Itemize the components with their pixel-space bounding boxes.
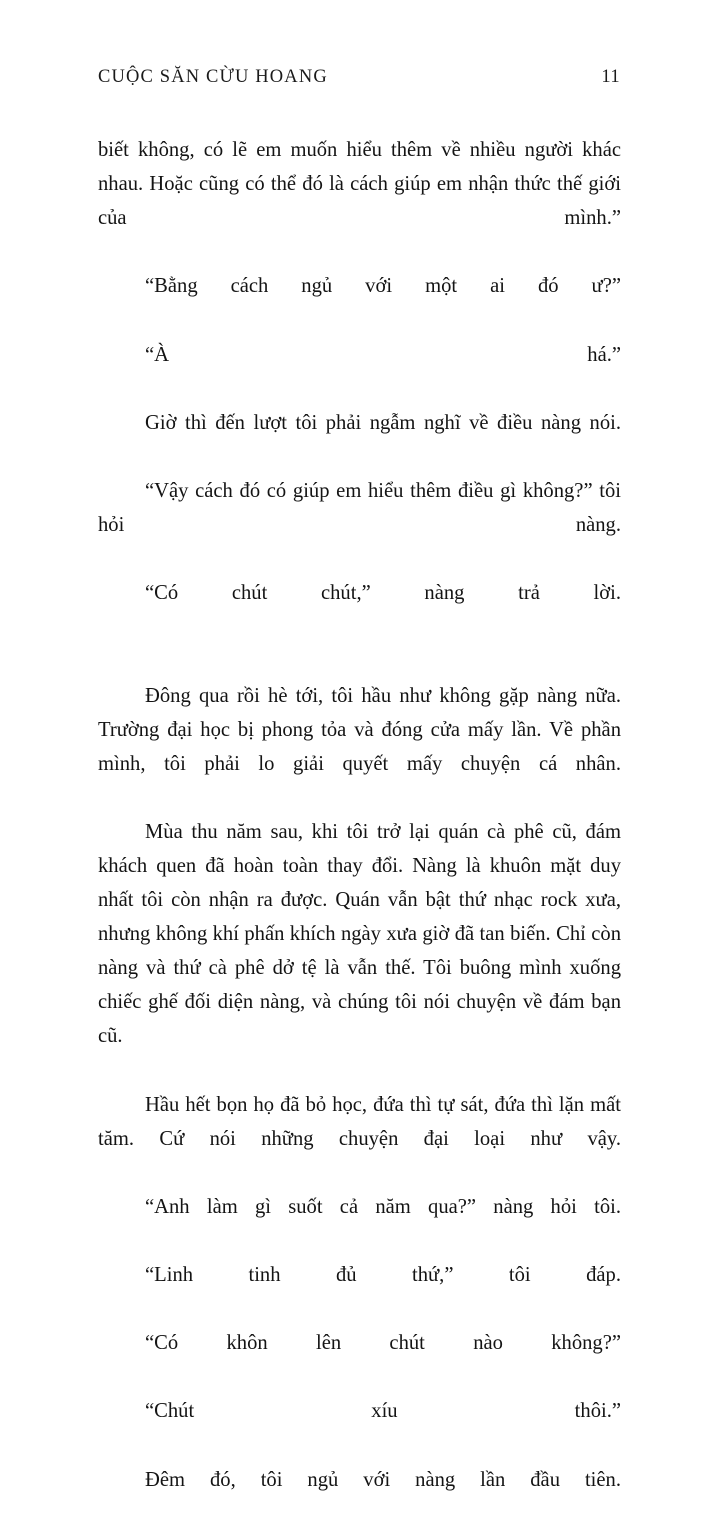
paragraph: Hầu hết bọn họ đã bỏ học, đứa thì tự sát, đứa thì lặn mất tăm. Cứ nói những chuyện đại loại như vậy. xyxy=(98,1093,621,1150)
running-head xyxy=(98,68,620,94)
paragraph: biết không, có lẽ em muốn hiểu thêm về nhiều người khác nhau. Hoặc cũng có thể đó là cách giúp em nhận thức thế giới của mình.” xyxy=(98,139,621,230)
body-text-block xyxy=(98,133,621,1531)
paragraph: “À há.” xyxy=(145,343,621,366)
paragraph: “Có khôn lên chút nào không?” xyxy=(145,1332,621,1355)
page-number: 11 xyxy=(601,67,620,87)
paragraph: “Linh tinh đủ thứ,” tôi đáp. xyxy=(145,1264,621,1287)
paragraph: “Bằng cách ngủ với một ai đó ư?” xyxy=(145,275,621,298)
paragraph: “Chút xíu thôi.” xyxy=(145,1400,621,1423)
paragraph: Giờ thì đến lượt tôi phải ngẫm nghĩ về điều nàng nói. xyxy=(145,411,621,434)
paragraph: “Anh làm gì suốt cả năm qua?” nàng hỏi tôi. xyxy=(145,1195,621,1218)
paragraph: Mùa thu năm sau, khi tôi trở lại quán cà phê cũ, đám khách quen đã hoàn toàn thay đổi. Nàng là khuôn mặt duy nhất tôi còn nhận ra được. Quán vẫn bật thứ nhạc rock xưa, nhưng không khí phấn khích ngày xưa giờ đã tan biến. Chỉ còn nàng và thứ cà phê dở tệ là vẫn thế. Tôi buông mình xuống chiếc ghế đối diện nàng, và chúng tôi nói chuyện về đám bạn cũ. xyxy=(98,820,621,1048)
paragraph: “Vậy cách đó có giúp em hiểu thêm điều gì không?” tôi hỏi nàng. xyxy=(98,479,621,537)
running-head-title: CUỘC SĂN CỪU HOANG xyxy=(98,67,328,87)
paragraph: Đông qua rồi hè tới, tôi hầu như không gặp nàng nữa. Trường đại học bị phong tỏa và đóng cửa mấy lần. Về phần mình, tôi phải lo giải quyết mấy chuyện cá nhân. xyxy=(98,684,621,775)
paragraph: Đêm đó, tôi ngủ với nàng lần đầu tiên. xyxy=(145,1468,621,1491)
paragraph: “Có chút chút,” nàng trả lời. xyxy=(145,582,621,605)
